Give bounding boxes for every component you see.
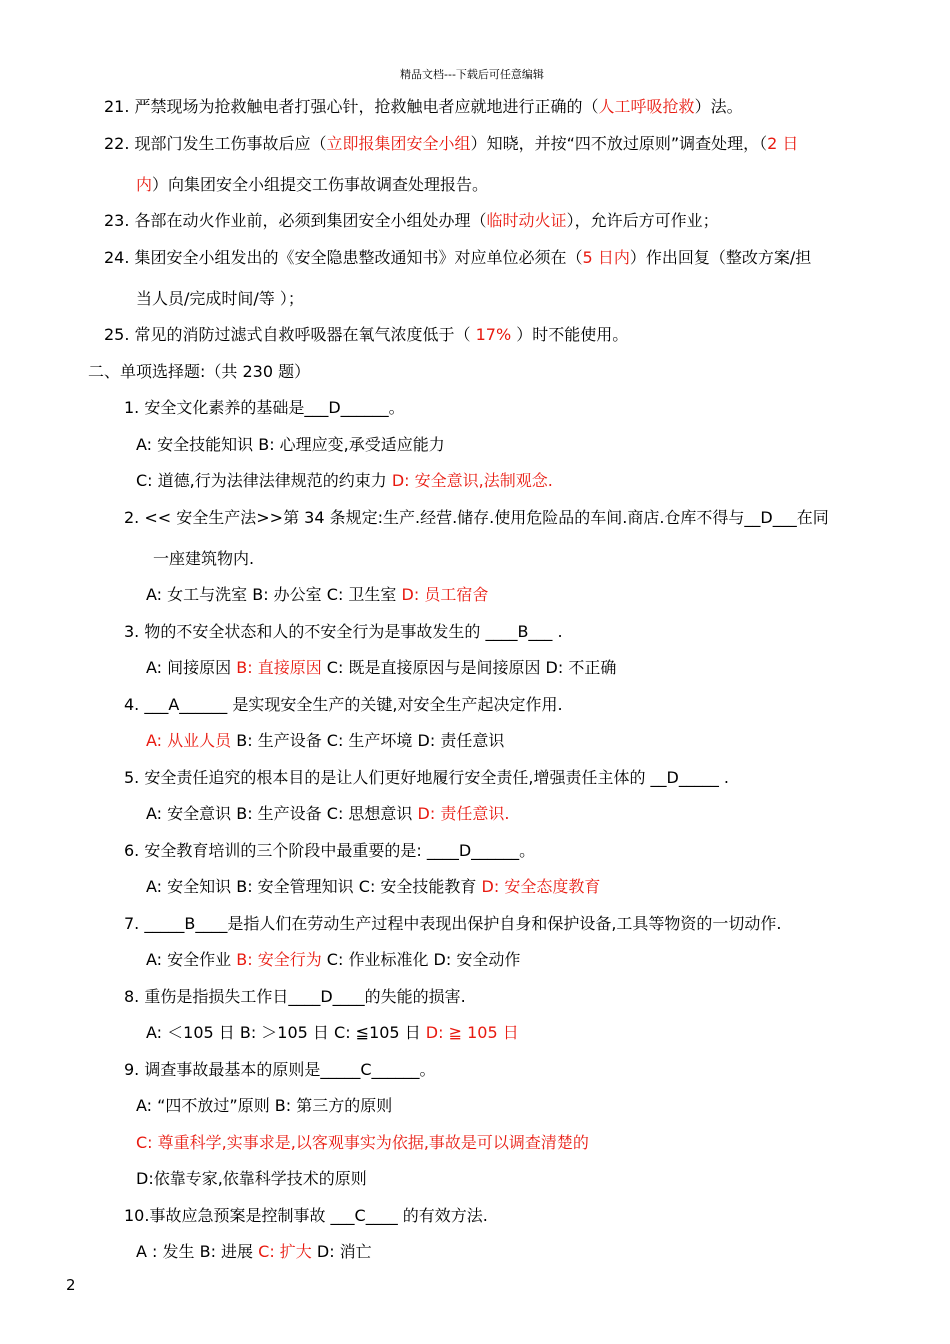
- text-segment: A: ＜105 日 B: ＞105 日 C: ≦105 日: [146, 1023, 426, 1042]
- options-5: [146, 803, 509, 825]
- text-segment: 10.事故应急预案是控制事故 ___C____ 的有效方法.: [124, 1206, 488, 1225]
- text-segment: 1. 安全文化素养的基础是___D______。: [124, 398, 405, 417]
- text-segment: 当人员/完成时间/等 ）；: [136, 289, 304, 308]
- fill-item-24: [104, 247, 811, 269]
- text-segment: 21. 严禁现场为抢救触电者打强心针，抢救触电者应就地进行正确的（: [104, 97, 599, 116]
- text-segment: 8. 重伤是指损失工作日____D____的失能的损害.: [124, 987, 466, 1006]
- text-segment: 3. 物的不安全状态和人的不安全行为是事故发生的 ____B___ .: [124, 622, 563, 641]
- text-segment: A: 女工与洗室 B: 办公室 C: 卫生室: [146, 585, 402, 604]
- text-segment: 5. 安全责任追究的根本目的是让人们更好地履行安全责任,增强责任主体的 __D_____ .: [124, 768, 730, 787]
- options-4: [146, 730, 504, 752]
- answer-option: D: ≧ 105 日: [425, 1023, 519, 1042]
- text-segment: 24. 集团安全小组发出的《安全隐患整改通知书》对应单位必须在（: [104, 248, 583, 267]
- fill-item-21: [104, 96, 743, 118]
- text-segment: C: 作业标准化 D: 安全动作: [321, 950, 521, 969]
- text-segment: ）时不能使用。: [511, 325, 629, 344]
- question-4: [124, 694, 563, 716]
- answer-option: C: 尊重科学,实事求是,以客观事实为依据,事故是可以调查清楚的: [136, 1133, 589, 1152]
- fill-item-23: [104, 210, 719, 232]
- section-title: 二、单项选择题:（共 230 题）: [88, 362, 311, 381]
- fill-item-25: [104, 324, 628, 346]
- options-3: [146, 657, 616, 679]
- fill-item-22: [104, 133, 798, 155]
- options-1a: [136, 434, 445, 456]
- question-3: [124, 621, 563, 643]
- question-2-cont: [153, 548, 254, 570]
- fill-item-22-cont: [136, 174, 488, 196]
- answer-option: D: 责任意识.: [417, 804, 510, 823]
- text-segment: C: 道德,行为法律法律规范的约束力: [136, 471, 392, 490]
- text-segment: 25. 常见的消防过滤式自救呼吸器在氧气浓度低于（: [104, 325, 476, 344]
- answer-text: 2 日: [767, 134, 799, 153]
- text-segment: D:依靠专家,依靠科学技术的原则: [136, 1169, 367, 1188]
- text-segment: ）向集团安全小组提交工伤事故调查处理报告。: [152, 175, 489, 194]
- answer-text: 人工呼吸抢救: [598, 97, 695, 116]
- text-segment: 22. 现部门发生工伤事故后应（: [104, 134, 327, 153]
- page-number: 2: [66, 1276, 76, 1294]
- options-7: [146, 949, 520, 971]
- text-segment: A: 安全意识 B: 生产设备 C: 思想意识: [146, 804, 418, 823]
- answer-text: 17%: [475, 325, 512, 344]
- text-segment: 9. 调查事故最基本的原则是_____C______。: [124, 1060, 436, 1079]
- options-10: [136, 1241, 372, 1263]
- text-segment: ）知晓，并按“四不放过原则”调查处理，（: [470, 134, 768, 153]
- answer-option: D: 安全态度教育: [481, 877, 601, 896]
- text-segment: 2. << 安全生产法>>第 34 条规定:生产.经营.储存.使用危险品的车间.商店.仓库不得与__D___在同: [124, 508, 829, 527]
- question-2: [124, 507, 829, 529]
- question-9: [124, 1059, 436, 1081]
- text-segment: A : 发生 B: 进展: [136, 1242, 259, 1261]
- options-2: [146, 584, 488, 606]
- text-segment: ）法。: [694, 97, 743, 116]
- text-segment: A: 安全知识 B: 安全管理知识 C: 安全技能教育: [146, 877, 482, 896]
- question-7: [124, 913, 782, 935]
- text-segment: 7. _____B____是指人们在劳动生产过程中表现出保护自身和保护设备,工具等物资的一切动作.: [124, 914, 782, 933]
- answer-option: B: 直接原因: [236, 658, 322, 677]
- text-segment: 一座建筑物内.: [153, 549, 255, 568]
- text-segment: B: 生产设备 C: 生产坏境 D: 责任意识: [231, 731, 505, 750]
- question-10: [124, 1205, 488, 1227]
- options-8: [146, 1022, 519, 1044]
- question-5: [124, 767, 729, 789]
- text-segment: A: 安全作业: [146, 950, 237, 969]
- text-segment: C: 既是直接原因与是间接原因 D: 不正确: [321, 658, 617, 677]
- text-segment: ），允许后方可作业；: [566, 211, 719, 230]
- options-9b: [136, 1132, 589, 1154]
- answer-option: A: 从业人员: [146, 731, 232, 750]
- fill-item-24-cont: [136, 288, 304, 310]
- text-segment: 4. ___A______ 是实现安全生产的关键,对安全生产起决定作用.: [124, 695, 563, 714]
- answer-option: D: 安全意识,法制观念.: [391, 471, 553, 490]
- answer-option: B: 安全行为: [236, 950, 322, 969]
- options-1b: [136, 470, 553, 492]
- answer-option: C: 扩大: [258, 1242, 312, 1261]
- text-segment: ）作出回复（整改方案/担: [629, 248, 812, 267]
- answer-text: 内: [136, 175, 153, 194]
- text-segment: D: 消亡: [311, 1242, 372, 1261]
- text-segment: A: 安全技能知识 B: 心理应变,承受适应能力: [136, 435, 445, 454]
- question-8: [124, 986, 466, 1008]
- text-segment: 23. 各部在动火作业前，必须到集团安全小组处办理（: [104, 211, 487, 230]
- question-1: [124, 397, 405, 419]
- answer-text: 临时动火证: [486, 211, 567, 230]
- page-header: 精品文档---下载后可任意编辑: [400, 68, 544, 81]
- answer-option: D: 员工宿舍: [401, 585, 489, 604]
- text-segment: A: 间接原因: [146, 658, 237, 677]
- question-6: [124, 840, 535, 862]
- options-6: [146, 876, 600, 898]
- text-segment: A: “四不放过”原则 B: 第三方的原则: [136, 1096, 393, 1115]
- options-9a: [136, 1095, 392, 1117]
- answer-text: 立即报集团安全小组: [326, 134, 471, 153]
- answer-text: 5 日内: [582, 248, 630, 267]
- options-9c: [136, 1168, 367, 1190]
- text-segment: 6. 安全教育培训的三个阶段中最重要的是: ____D______。: [124, 841, 536, 860]
